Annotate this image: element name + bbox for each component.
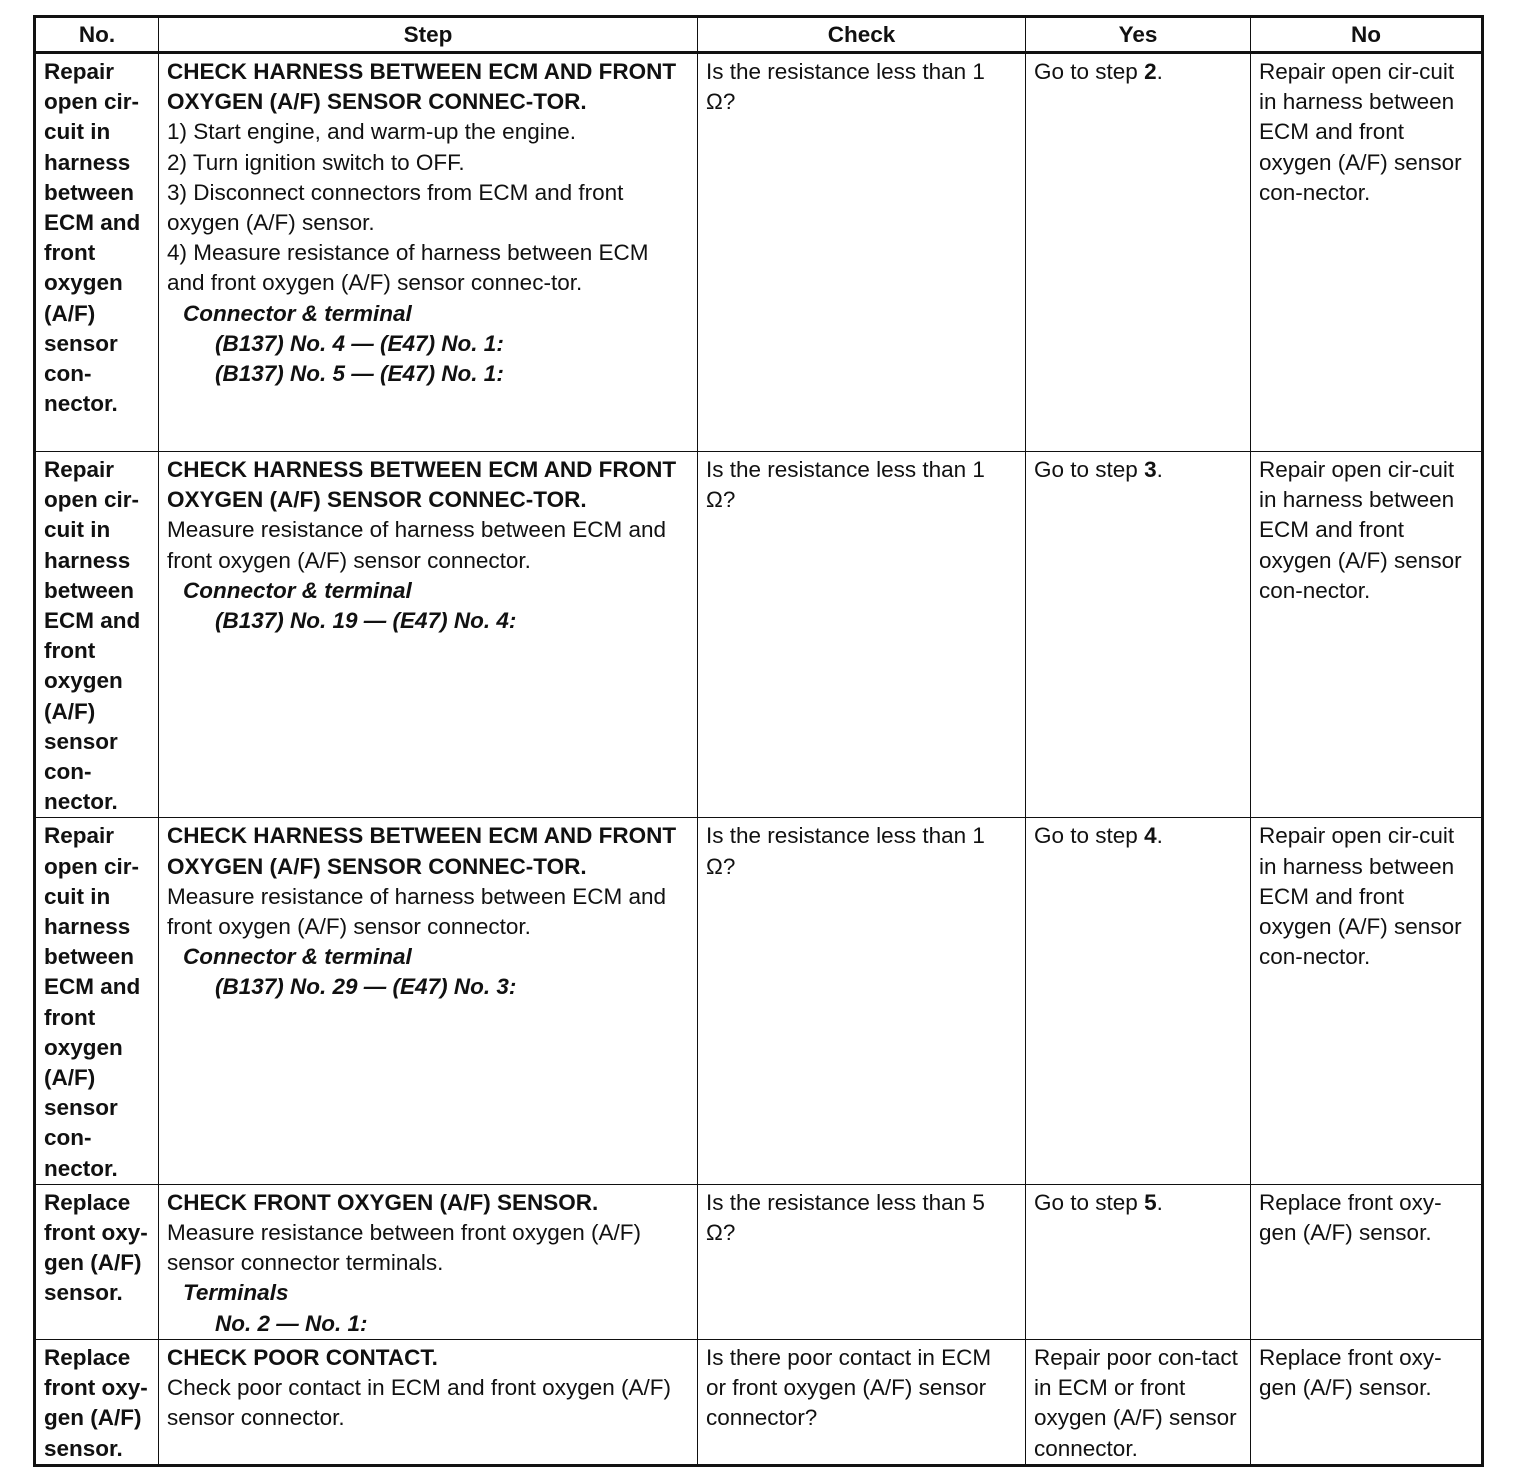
step-cell <box>159 1184 698 1339</box>
no-cell: Repair open cir-cuit in harness between ECM and front oxygen (A/F) sensor con-nector. <box>1251 53 1483 452</box>
step-instruction: 3) Disconnect connectors from ECM and front oxygen (A/F) sensor. <box>167 179 624 236</box>
yes-text: Go to step <box>1034 59 1145 84</box>
row-number: Repair open cir-cuit in harness between ECM and front oxygen (A/F) sensor con-nector. <box>35 452 159 818</box>
step-cell <box>159 452 698 818</box>
row-number: Replace front oxy-gen (A/F) sensor. <box>35 1184 159 1339</box>
terminal-pair: No. 2 — No. 1: <box>215 1310 368 1336</box>
header-row <box>35 17 1483 53</box>
yes-suffix: . <box>1156 1189 1163 1215</box>
yes-cell <box>1026 452 1251 818</box>
table-row <box>35 1184 1483 1339</box>
check-cell: Is the resistance less than 1 Ω? <box>698 452 1026 818</box>
step-cell <box>159 818 698 1184</box>
step-title: CHECK FRONT OXYGEN (A/F) SENSOR. <box>167 1189 599 1215</box>
step-title: CHECK POOR CONTACT. <box>167 1344 438 1370</box>
yes-step-number: 4 <box>1144 823 1157 849</box>
yes-step-number: 5 <box>1144 1189 1157 1215</box>
table-header <box>35 17 1483 53</box>
step-instruction: Measure resistance between front oxygen (A/F) sensor connector terminals. <box>167 1220 641 1276</box>
connector-heading: Connector & terminal <box>183 944 412 970</box>
connector-terminal: (B137) No. 4 — (E47) No. 1: <box>215 330 504 356</box>
connector-terminal: (B137) No. 19 — (E47) No. 4: <box>215 608 517 634</box>
step-title: CHECK HARNESS BETWEEN ECM AND FRONT OXYGEN (A/F) SENSOR CONNEC-TOR. <box>167 457 677 513</box>
yes-text: Go to step <box>1034 823 1145 849</box>
table-row <box>35 53 1483 452</box>
no-cell: Repair open cir-cuit in harness between ECM and front oxygen (A/F) sensor con-nector. <box>1251 818 1483 1184</box>
no-cell: Replace front oxy-gen (A/F) sensor. <box>1251 1339 1483 1465</box>
connector-heading: Connector & terminal <box>183 300 412 326</box>
step-instruction: 4) Measure resistance of harness between ECM and front oxygen (A/F) sensor connec-tor. <box>167 240 649 296</box>
connector-heading: Connector & terminal <box>183 577 412 603</box>
header-no-result: No <box>1251 17 1483 53</box>
table-row <box>35 818 1483 1184</box>
no-cell: Replace front oxy-gen (A/F) sensor. <box>1251 1184 1483 1339</box>
diagnostic-table <box>33 15 1484 1467</box>
connector-terminal: (B137) No. 29 — (E47) No. 3: <box>215 974 517 1000</box>
no-cell: Repair open cir-cuit in harness between ECM and front oxygen (A/F) sensor con-nector. <box>1251 452 1483 818</box>
yes-cell <box>1026 53 1251 452</box>
step-cell <box>159 53 698 452</box>
step-cell <box>159 1339 698 1465</box>
row-number: Repair open cir-cuit in harness between ECM and front oxygen (A/F) sensor con-nector. <box>35 53 159 452</box>
step-title: CHECK HARNESS BETWEEN ECM AND FRONT OXYGEN (A/F) SENSOR CONNEC-TOR. <box>167 823 677 879</box>
row-number: Replace front oxy-gen (A/F) sensor. <box>35 1339 159 1465</box>
check-cell: Is there poor contact in ECM or front oxygen (A/F) sensor connector? <box>698 1339 1026 1465</box>
yes-suffix: . <box>1156 59 1163 84</box>
table-row <box>35 1339 1483 1465</box>
header-yes: Yes <box>1026 17 1251 53</box>
check-cell: Is the resistance less than 5 Ω? <box>698 1184 1026 1339</box>
step-instruction: Check poor contact in ECM and front oxygen (A/F) sensor connector. <box>167 1375 671 1431</box>
row-number: Repair open cir-cuit in harness between ECM and front oxygen (A/F) sensor con-nector. <box>35 818 159 1184</box>
yes-cell <box>1026 1184 1251 1339</box>
step-instruction: Measure resistance of harness between ECM and front oxygen (A/F) sensor connector. <box>167 517 667 573</box>
yes-cell: Repair poor con-tact in ECM or front oxygen (A/F) sensor connector. <box>1026 1339 1251 1465</box>
yes-text: Go to step <box>1034 1189 1145 1215</box>
yes-cell <box>1026 818 1251 1184</box>
yes-text: Go to step <box>1034 457 1145 482</box>
step-instruction: 1) Start engine, and warm-up the engine. <box>167 119 576 145</box>
step-instruction: 2) Turn ignition switch to OFF. <box>167 149 465 175</box>
yes-suffix: . <box>1156 823 1163 849</box>
step-title: CHECK HARNESS BETWEEN ECM AND FRONT OXYGEN (A/F) SENSOR CONNEC-TOR. <box>167 59 677 115</box>
yes-suffix: . <box>1156 457 1163 482</box>
header-check: Check <box>698 17 1026 53</box>
yes-step-number: 3 <box>1144 457 1157 482</box>
check-cell: Is the resistance less than 1 Ω? <box>698 53 1026 452</box>
yes-step-number: 2 <box>1144 59 1157 84</box>
header-no: No. <box>35 17 159 53</box>
connector-terminal: (B137) No. 5 — (E47) No. 1: <box>215 361 504 387</box>
terminals-heading: Terminals <box>183 1280 289 1306</box>
step-instruction: Measure resistance of harness between ECM and front oxygen (A/F) sensor connector. <box>167 883 667 940</box>
table-row <box>35 452 1483 818</box>
header-step: Step <box>159 17 698 53</box>
check-cell: Is the resistance less than 1 Ω? <box>698 818 1026 1184</box>
